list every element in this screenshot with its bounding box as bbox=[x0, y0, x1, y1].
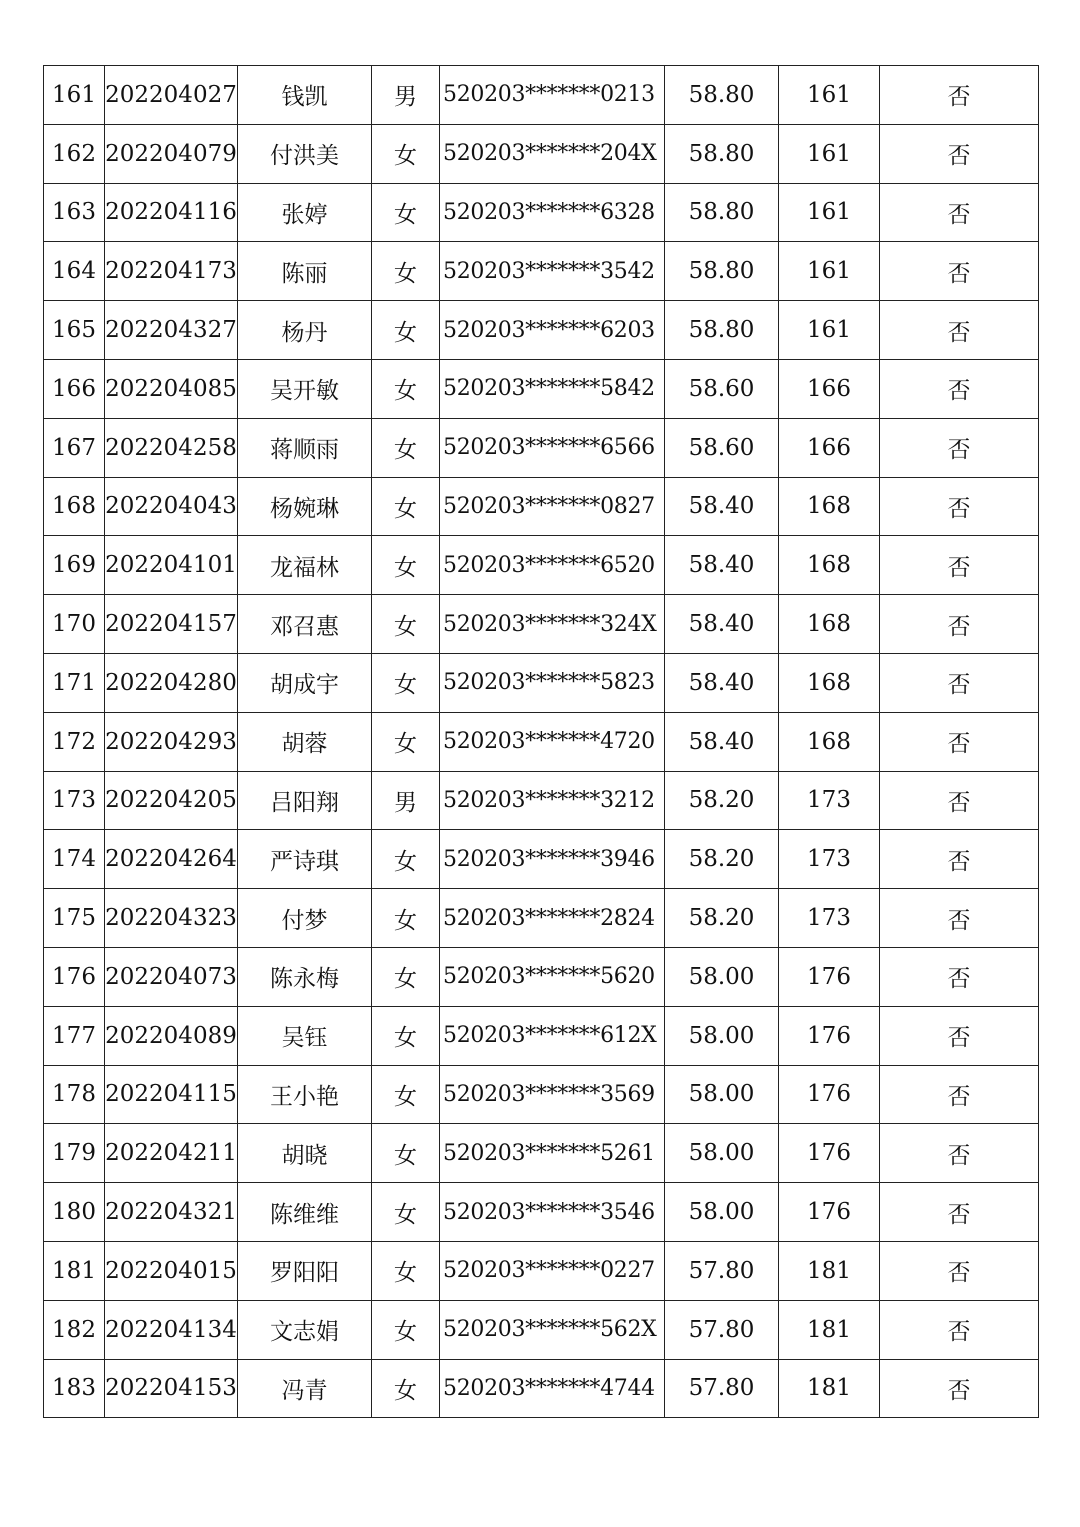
name-cell: 罗阳阳 bbox=[238, 1241, 372, 1300]
seq-cell: 161 bbox=[44, 66, 105, 125]
id-number-cell: 520203*******204X bbox=[440, 124, 665, 183]
name-cell: 邓召惠 bbox=[238, 595, 372, 654]
exam-number-cell: 202204043 bbox=[105, 477, 238, 536]
score-cell: 58.20 bbox=[665, 771, 779, 830]
gender-cell: 女 bbox=[372, 183, 440, 242]
gender-cell: 男 bbox=[372, 66, 440, 125]
id-number-cell: 520203*******6520 bbox=[440, 536, 665, 595]
table-row bbox=[44, 1183, 1039, 1242]
name-cell: 陈维维 bbox=[238, 1183, 372, 1242]
name-cell: 蒋顺雨 bbox=[238, 418, 372, 477]
rank-cell: 168 bbox=[779, 477, 880, 536]
rank-cell: 176 bbox=[779, 1124, 880, 1183]
score-cell: 58.00 bbox=[665, 1124, 779, 1183]
table-row bbox=[44, 1359, 1039, 1418]
interview-cell: 否 bbox=[880, 1300, 1039, 1359]
name-cell: 吴开敏 bbox=[238, 359, 372, 418]
table-body bbox=[44, 66, 1039, 1418]
table-row bbox=[44, 1241, 1039, 1300]
id-number-cell: 520203*******612X bbox=[440, 1006, 665, 1065]
gender-cell: 女 bbox=[372, 595, 440, 654]
table-row bbox=[44, 1006, 1039, 1065]
table-row bbox=[44, 359, 1039, 418]
gender-cell: 男 bbox=[372, 771, 440, 830]
score-cell: 58.80 bbox=[665, 183, 779, 242]
name-cell: 冯青 bbox=[238, 1359, 372, 1418]
score-cell: 58.20 bbox=[665, 889, 779, 948]
id-number-cell: 520203*******3546 bbox=[440, 1183, 665, 1242]
score-cell: 58.00 bbox=[665, 1006, 779, 1065]
id-number-cell: 520203*******5842 bbox=[440, 359, 665, 418]
exam-number-cell: 202204205 bbox=[105, 771, 238, 830]
table-row bbox=[44, 595, 1039, 654]
gender-cell: 女 bbox=[372, 359, 440, 418]
interview-cell: 否 bbox=[880, 1359, 1039, 1418]
id-number-cell: 520203*******5620 bbox=[440, 947, 665, 1006]
exam-number-cell: 202204027 bbox=[105, 66, 238, 125]
table-row bbox=[44, 124, 1039, 183]
id-number-cell: 520203*******0227 bbox=[440, 1241, 665, 1300]
id-number-cell: 520203*******4744 bbox=[440, 1359, 665, 1418]
seq-cell: 162 bbox=[44, 124, 105, 183]
name-cell: 钱凯 bbox=[238, 66, 372, 125]
id-number-cell: 520203*******6203 bbox=[440, 301, 665, 360]
exam-number-cell: 202204073 bbox=[105, 947, 238, 1006]
seq-cell: 178 bbox=[44, 1065, 105, 1124]
interview-cell: 否 bbox=[880, 653, 1039, 712]
exam-number-cell: 202204153 bbox=[105, 1359, 238, 1418]
name-cell: 王小艳 bbox=[238, 1065, 372, 1124]
gender-cell: 女 bbox=[372, 1006, 440, 1065]
gender-cell: 女 bbox=[372, 1065, 440, 1124]
exam-number-cell: 202204327 bbox=[105, 301, 238, 360]
exam-number-cell: 202204089 bbox=[105, 1006, 238, 1065]
rank-cell: 181 bbox=[779, 1300, 880, 1359]
rank-cell: 181 bbox=[779, 1359, 880, 1418]
name-cell: 文志娟 bbox=[238, 1300, 372, 1359]
gender-cell: 女 bbox=[372, 653, 440, 712]
exam-number-cell: 202204134 bbox=[105, 1300, 238, 1359]
seq-cell: 181 bbox=[44, 1241, 105, 1300]
rank-cell: 161 bbox=[779, 124, 880, 183]
interview-cell: 否 bbox=[880, 1183, 1039, 1242]
exam-number-cell: 202204211 bbox=[105, 1124, 238, 1183]
gender-cell: 女 bbox=[372, 712, 440, 771]
exam-number-cell: 202204258 bbox=[105, 418, 238, 477]
interview-cell: 否 bbox=[880, 477, 1039, 536]
interview-cell: 否 bbox=[880, 242, 1039, 301]
table-row bbox=[44, 712, 1039, 771]
seq-cell: 182 bbox=[44, 1300, 105, 1359]
score-cell: 58.00 bbox=[665, 1183, 779, 1242]
exam-number-cell: 202204280 bbox=[105, 653, 238, 712]
interview-cell: 否 bbox=[880, 712, 1039, 771]
gender-cell: 女 bbox=[372, 889, 440, 948]
name-cell: 杨婉琳 bbox=[238, 477, 372, 536]
rank-cell: 173 bbox=[779, 889, 880, 948]
exam-number-cell: 202204264 bbox=[105, 830, 238, 889]
rank-cell: 176 bbox=[779, 947, 880, 1006]
rank-cell: 168 bbox=[779, 653, 880, 712]
seq-cell: 172 bbox=[44, 712, 105, 771]
interview-cell: 否 bbox=[880, 1065, 1039, 1124]
rank-cell: 176 bbox=[779, 1006, 880, 1065]
id-number-cell: 520203*******562X bbox=[440, 1300, 665, 1359]
table-row bbox=[44, 536, 1039, 595]
id-number-cell: 520203*******2824 bbox=[440, 889, 665, 948]
rank-cell: 168 bbox=[779, 595, 880, 654]
name-cell: 吕阳翔 bbox=[238, 771, 372, 830]
interview-cell: 否 bbox=[880, 830, 1039, 889]
exam-number-cell: 202204323 bbox=[105, 889, 238, 948]
score-cell: 57.80 bbox=[665, 1359, 779, 1418]
id-number-cell: 520203*******5261 bbox=[440, 1124, 665, 1183]
gender-cell: 女 bbox=[372, 1300, 440, 1359]
id-number-cell: 520203*******0827 bbox=[440, 477, 665, 536]
score-cell: 58.00 bbox=[665, 947, 779, 1006]
seq-cell: 167 bbox=[44, 418, 105, 477]
results-table bbox=[43, 65, 1039, 1418]
score-cell: 58.40 bbox=[665, 712, 779, 771]
gender-cell: 女 bbox=[372, 1124, 440, 1183]
gender-cell: 女 bbox=[372, 418, 440, 477]
score-cell: 58.80 bbox=[665, 301, 779, 360]
score-cell: 58.60 bbox=[665, 418, 779, 477]
gender-cell: 女 bbox=[372, 477, 440, 536]
gender-cell: 女 bbox=[372, 947, 440, 1006]
id-number-cell: 520203*******5823 bbox=[440, 653, 665, 712]
interview-cell: 否 bbox=[880, 66, 1039, 125]
score-cell: 58.80 bbox=[665, 242, 779, 301]
table-row bbox=[44, 771, 1039, 830]
gender-cell: 女 bbox=[372, 242, 440, 301]
id-number-cell: 520203*******3542 bbox=[440, 242, 665, 301]
seq-cell: 173 bbox=[44, 771, 105, 830]
score-cell: 58.20 bbox=[665, 830, 779, 889]
id-number-cell: 520203*******6328 bbox=[440, 183, 665, 242]
rank-cell: 176 bbox=[779, 1065, 880, 1124]
table-row bbox=[44, 889, 1039, 948]
id-number-cell: 520203*******3212 bbox=[440, 771, 665, 830]
seq-cell: 183 bbox=[44, 1359, 105, 1418]
interview-cell: 否 bbox=[880, 595, 1039, 654]
name-cell: 胡成宇 bbox=[238, 653, 372, 712]
rank-cell: 166 bbox=[779, 359, 880, 418]
rank-cell: 168 bbox=[779, 536, 880, 595]
id-number-cell: 520203*******4720 bbox=[440, 712, 665, 771]
name-cell: 付梦 bbox=[238, 889, 372, 948]
id-number-cell: 520203*******3569 bbox=[440, 1065, 665, 1124]
interview-cell: 否 bbox=[880, 1241, 1039, 1300]
rank-cell: 161 bbox=[779, 242, 880, 301]
rank-cell: 161 bbox=[779, 183, 880, 242]
exam-number-cell: 202204173 bbox=[105, 242, 238, 301]
interview-cell: 否 bbox=[880, 1006, 1039, 1065]
name-cell: 龙福林 bbox=[238, 536, 372, 595]
score-cell: 58.40 bbox=[665, 477, 779, 536]
interview-cell: 否 bbox=[880, 1124, 1039, 1183]
id-number-cell: 520203*******6566 bbox=[440, 418, 665, 477]
rank-cell: 173 bbox=[779, 771, 880, 830]
interview-cell: 否 bbox=[880, 889, 1039, 948]
seq-cell: 165 bbox=[44, 301, 105, 360]
table-row bbox=[44, 242, 1039, 301]
exam-number-cell: 202204321 bbox=[105, 1183, 238, 1242]
seq-cell: 176 bbox=[44, 947, 105, 1006]
interview-cell: 否 bbox=[880, 359, 1039, 418]
table-row bbox=[44, 830, 1039, 889]
interview-cell: 否 bbox=[880, 418, 1039, 477]
name-cell: 胡蓉 bbox=[238, 712, 372, 771]
table-row bbox=[44, 1124, 1039, 1183]
gender-cell: 女 bbox=[372, 1183, 440, 1242]
interview-cell: 否 bbox=[880, 124, 1039, 183]
rank-cell: 173 bbox=[779, 830, 880, 889]
score-cell: 58.40 bbox=[665, 595, 779, 654]
rank-cell: 168 bbox=[779, 712, 880, 771]
exam-number-cell: 202204293 bbox=[105, 712, 238, 771]
id-number-cell: 520203*******3946 bbox=[440, 830, 665, 889]
seq-cell: 180 bbox=[44, 1183, 105, 1242]
interview-cell: 否 bbox=[880, 183, 1039, 242]
rank-cell: 181 bbox=[779, 1241, 880, 1300]
seq-cell: 169 bbox=[44, 536, 105, 595]
name-cell: 陈永梅 bbox=[238, 947, 372, 1006]
rank-cell: 176 bbox=[779, 1183, 880, 1242]
seq-cell: 168 bbox=[44, 477, 105, 536]
table-row bbox=[44, 301, 1039, 360]
exam-number-cell: 202204157 bbox=[105, 595, 238, 654]
gender-cell: 女 bbox=[372, 1359, 440, 1418]
exam-number-cell: 202204116 bbox=[105, 183, 238, 242]
table-row bbox=[44, 66, 1039, 125]
seq-cell: 179 bbox=[44, 1124, 105, 1183]
exam-number-cell: 202204085 bbox=[105, 359, 238, 418]
seq-cell: 163 bbox=[44, 183, 105, 242]
score-cell: 58.40 bbox=[665, 536, 779, 595]
exam-number-cell: 202204015 bbox=[105, 1241, 238, 1300]
name-cell: 胡晓 bbox=[238, 1124, 372, 1183]
table-row bbox=[44, 183, 1039, 242]
score-cell: 58.80 bbox=[665, 124, 779, 183]
score-cell: 58.80 bbox=[665, 66, 779, 125]
exam-number-cell: 202204115 bbox=[105, 1065, 238, 1124]
gender-cell: 女 bbox=[372, 830, 440, 889]
table-row bbox=[44, 653, 1039, 712]
name-cell: 吴钰 bbox=[238, 1006, 372, 1065]
name-cell: 杨丹 bbox=[238, 301, 372, 360]
name-cell: 张婷 bbox=[238, 183, 372, 242]
interview-cell: 否 bbox=[880, 947, 1039, 1006]
rank-cell: 161 bbox=[779, 301, 880, 360]
exam-number-cell: 202204079 bbox=[105, 124, 238, 183]
seq-cell: 166 bbox=[44, 359, 105, 418]
rank-cell: 166 bbox=[779, 418, 880, 477]
seq-cell: 177 bbox=[44, 1006, 105, 1065]
table-row bbox=[44, 1065, 1039, 1124]
gender-cell: 女 bbox=[372, 1241, 440, 1300]
score-cell: 57.80 bbox=[665, 1241, 779, 1300]
score-cell: 58.40 bbox=[665, 653, 779, 712]
name-cell: 付洪美 bbox=[238, 124, 372, 183]
rank-cell: 161 bbox=[779, 66, 880, 125]
interview-cell: 否 bbox=[880, 771, 1039, 830]
score-cell: 58.00 bbox=[665, 1065, 779, 1124]
name-cell: 严诗琪 bbox=[238, 830, 372, 889]
interview-cell: 否 bbox=[880, 301, 1039, 360]
seq-cell: 164 bbox=[44, 242, 105, 301]
seq-cell: 171 bbox=[44, 653, 105, 712]
gender-cell: 女 bbox=[372, 301, 440, 360]
table-row bbox=[44, 947, 1039, 1006]
seq-cell: 170 bbox=[44, 595, 105, 654]
score-cell: 57.80 bbox=[665, 1300, 779, 1359]
table-row bbox=[44, 1300, 1039, 1359]
id-number-cell: 520203*******0213 bbox=[440, 66, 665, 125]
seq-cell: 174 bbox=[44, 830, 105, 889]
name-cell: 陈丽 bbox=[238, 242, 372, 301]
interview-cell: 否 bbox=[880, 536, 1039, 595]
seq-cell: 175 bbox=[44, 889, 105, 948]
gender-cell: 女 bbox=[372, 124, 440, 183]
exam-number-cell: 202204101 bbox=[105, 536, 238, 595]
score-cell: 58.60 bbox=[665, 359, 779, 418]
table-row bbox=[44, 418, 1039, 477]
id-number-cell: 520203*******324X bbox=[440, 595, 665, 654]
table-row bbox=[44, 477, 1039, 536]
gender-cell: 女 bbox=[372, 536, 440, 595]
